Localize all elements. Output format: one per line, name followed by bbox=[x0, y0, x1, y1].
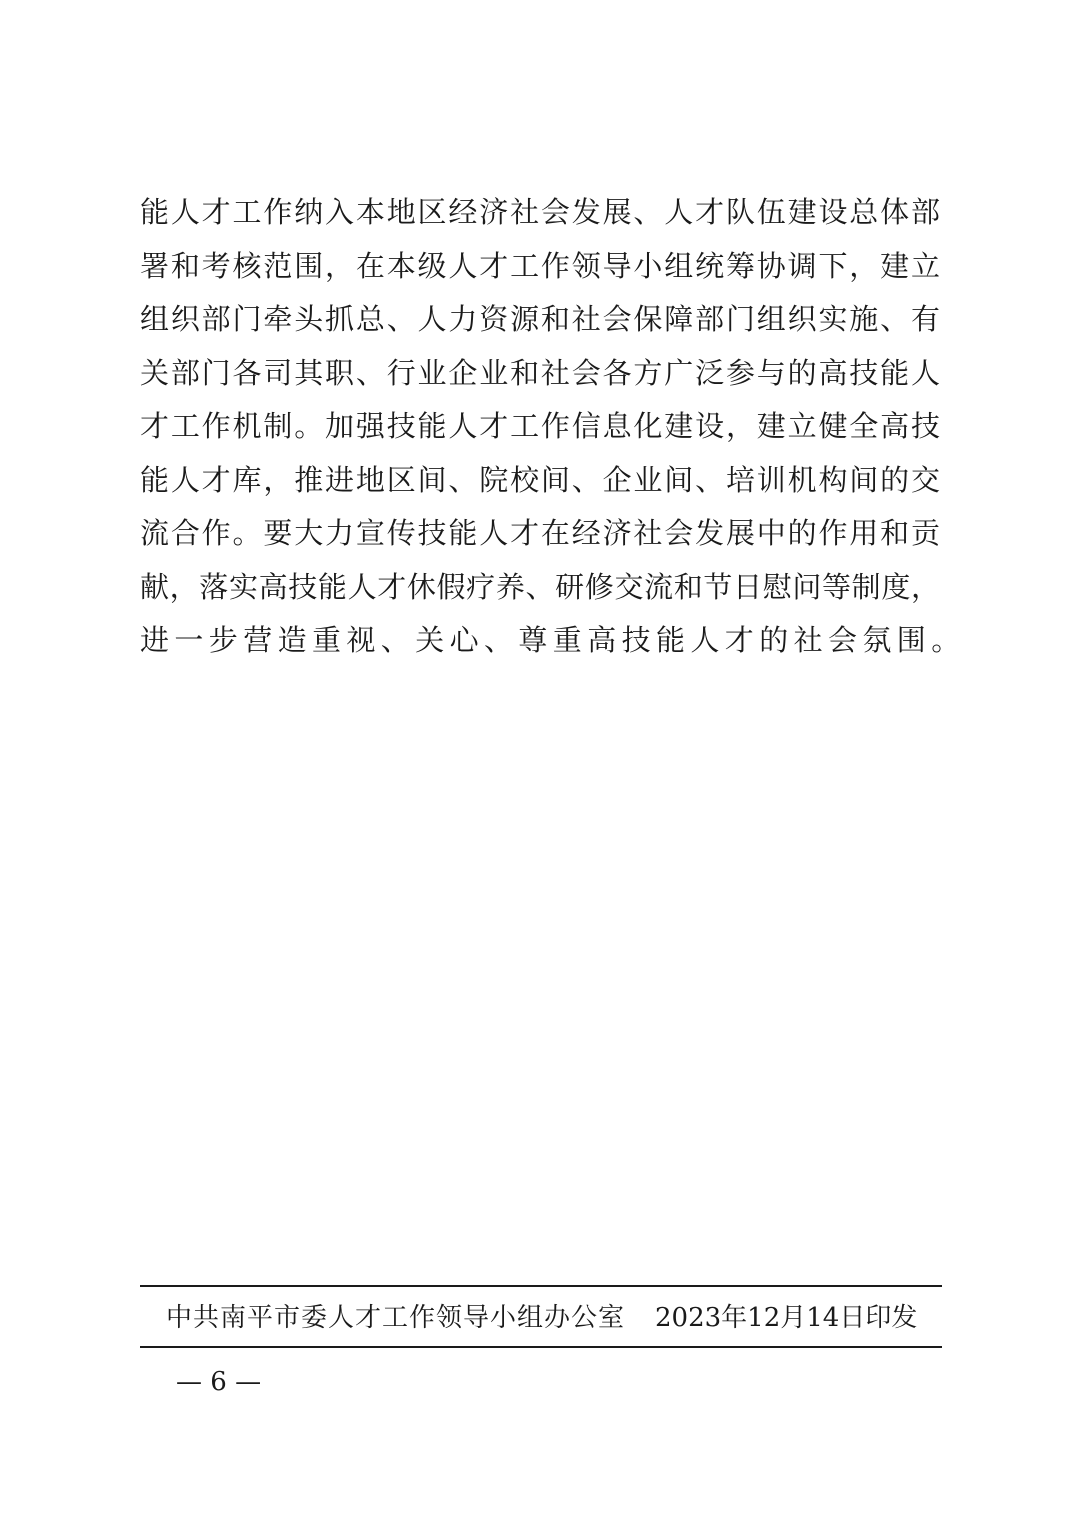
imprint-date: 2023年12月14日印发 bbox=[655, 1303, 918, 1333]
imprint-bottom-rule bbox=[140, 1346, 942, 1348]
body-line: 署和考核范围，在本级人才工作领导小组统筹协调下，建立 bbox=[140, 248, 940, 283]
body-line: 组织部门牵头抓总、人力资源和社会保障部门组织实施、有 bbox=[140, 302, 940, 336]
body-line: 进一步营造重视、关心、尊重高技能人才的社会氛围。 bbox=[140, 623, 966, 657]
body-line: 流合作。要大力宣传技能人才在经济社会发展中的作用和贡 bbox=[140, 516, 940, 550]
body-line: 才工作机制。加强技能人才工作信息化建设，建立健全高技 bbox=[140, 409, 940, 443]
body-line: 能人才库，推进地区间、院校间、企业间、培训机构间的交 bbox=[140, 462, 940, 497]
body-paragraph bbox=[140, 186, 966, 668]
body-line: 关部门各司其职、行业企业和社会各方广泛参与的高技能人 bbox=[140, 355, 940, 390]
body-line: 献，落实高技能人才休假疗养、研修交流和节日慰问等制度， bbox=[140, 569, 940, 604]
imprint-top-rule bbox=[140, 1285, 942, 1287]
imprint-line bbox=[166, 1298, 917, 1338]
body-line: 能人才工作纳入本地区经济社会发展、人才队伍建设总体部 bbox=[140, 195, 940, 229]
imprint-organization: 中共南平市委人才工作领导小组办公室 bbox=[166, 1303, 626, 1333]
page-number: — 6 — bbox=[176, 1367, 262, 1397]
